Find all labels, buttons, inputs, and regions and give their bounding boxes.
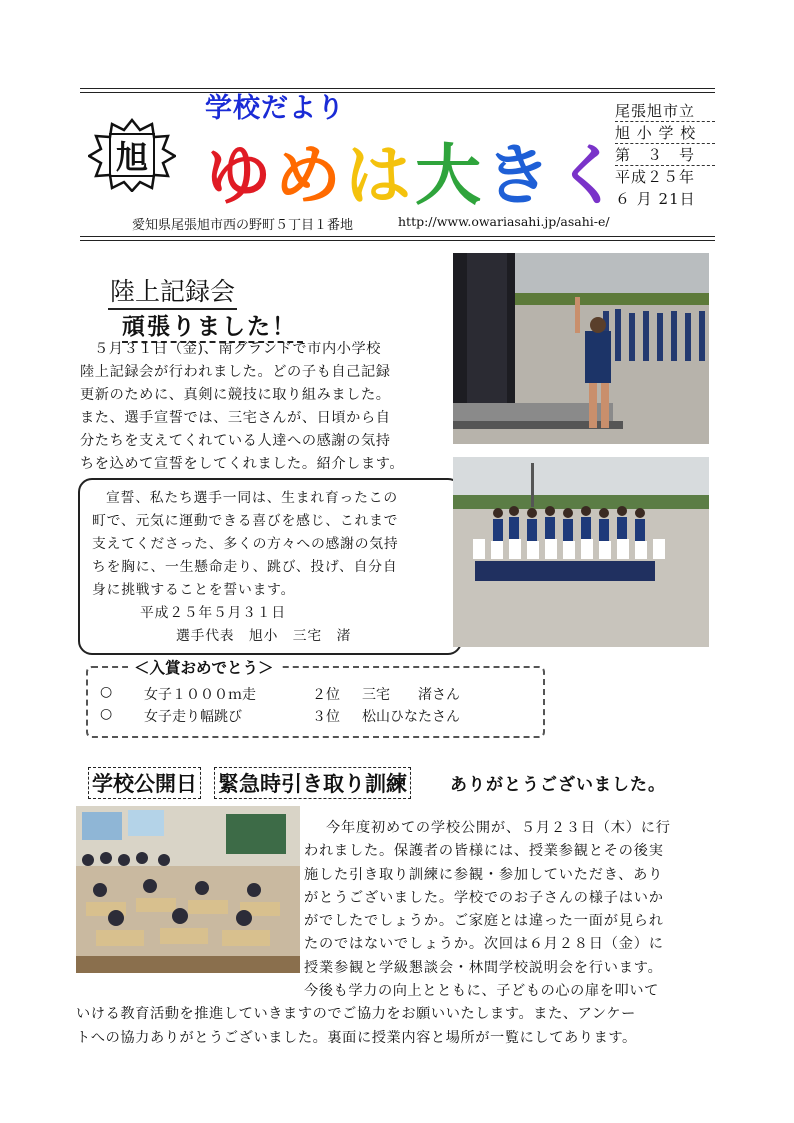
section1-heading: 陸上記録会 — [108, 272, 237, 310]
section2-body — [304, 817, 718, 980]
prize-rank: ２位 — [312, 687, 340, 703]
header-bottom-rule — [80, 236, 715, 237]
oath-photo — [453, 253, 709, 444]
section2-line: たのではないでしょうか。次回は６月２８日（金）に — [304, 936, 664, 953]
pledge-line: 支えてくださった、多くの方々への感謝の気持 — [92, 536, 399, 552]
title-char: き — [485, 137, 555, 214]
classroom-photo — [76, 806, 300, 973]
section1-line: 陸上記録会が行われました。どの子も自己記録 — [80, 364, 391, 380]
header-bottom-rule-2 — [80, 240, 715, 241]
team-photo — [453, 457, 709, 647]
section2-line: がでしたでしょうか。ご家庭とは違った一面が見られ — [304, 913, 664, 930]
pledge-line: 宣誓、私たち選手一同は、生まれ育ったこの — [106, 490, 398, 506]
newsletter-title — [205, 122, 625, 217]
header-top-rule — [80, 88, 715, 89]
school-open-day-tag: 学校公開日 — [88, 767, 201, 799]
header-top-rule-2 — [80, 92, 715, 93]
issue-year: 平成２５年 — [615, 168, 696, 186]
section2-line: いける教育活動を推進していきますのでご協力をお願いいたします。また、アンケー — [76, 1006, 636, 1023]
pledge-date: 平成２５年５月３１日 — [140, 605, 286, 621]
section1-line: 分たちを支えてくれている人達への感謝の気持 — [80, 433, 391, 449]
pickup-drill-tag: 緊急時引き取り訓練 — [214, 767, 411, 799]
school-address: 愛知県尾張旭市西の野町５丁目１番地 — [132, 218, 354, 233]
title-char: 大 — [415, 137, 485, 214]
section2-line: がとうございました。学校でのお子さんの様子はいか — [304, 889, 664, 906]
section1-line: 更新のために、真剣に競技に取り組みました。 — [80, 387, 391, 403]
section1-body — [80, 338, 450, 476]
pledge-line: ちを胸に、一生懸命走り、跳び、投げ、自分自 — [92, 559, 398, 575]
newsletter-subtitle: 学校だより — [205, 93, 345, 124]
section1-line: ５月３１日（金)、南グランドで市内小学校 — [94, 341, 382, 357]
section2-line: 今後も学力の向上とともに、子どもの心の扉を叩いて — [304, 983, 659, 999]
prize-event: 女子走り幅跳び — [144, 709, 242, 725]
section2-line: 今年度初めての学校公開が、５月２３日（木）に行 — [326, 820, 671, 836]
pledge-signature: 選手代表 旭小 三宅 渚 — [176, 628, 352, 644]
section1-line: また、選手宣誓では、三宅さんが、日頃から自 — [80, 410, 391, 426]
title-char: ゆ — [205, 137, 275, 214]
prize-title: ＜入賞おめでとう＞ — [128, 656, 280, 678]
prize-event: 女子１０００ｍ走 — [144, 687, 256, 703]
prize-name: 三宅 渚さん — [362, 687, 460, 703]
prize-rank: ３位 — [312, 709, 340, 725]
prize-mark: ○ — [100, 706, 113, 722]
section2-line: われました。保護者の皆様には、授業参観とその後実 — [304, 843, 664, 860]
section1-subheading: 頑張りました！ — [122, 308, 303, 343]
school-name-line1: 尾張旭市立 — [615, 100, 715, 122]
emblem-character: 旭 — [115, 138, 148, 176]
section2-line: トへの協力ありがとうございました。裏面に授業内容と場所が一覧にしてあります。 — [76, 1029, 637, 1046]
prize-name: 松山ひなたさん — [362, 709, 460, 725]
pledge-line: 町で、元気に運動できる喜びを感じ、これまで — [92, 513, 399, 529]
section2-body-full — [76, 980, 720, 1050]
school-url-link[interactable]: http://www.owariasahi.jp/asahi-e/ — [398, 214, 610, 229]
section2-line: 授業参観と学級懇談会・林間学校説明会を行います。 — [304, 959, 663, 976]
prize-mark: ○ — [100, 684, 113, 700]
section2-thanks: ありがとうございました。 — [450, 775, 666, 795]
issue-number: 第 ３ 号 — [615, 144, 715, 166]
school-name-line2: 旭 小 学 校 — [615, 122, 715, 144]
issue-date: ６ 月 21日 — [615, 190, 696, 208]
section1-line: ちを込めて宣誓をしてくれました。紹介します。 — [80, 456, 405, 472]
section2-line: 施した引き取り訓練に参観・参加していただき、あり — [304, 866, 664, 883]
title-char: め — [275, 137, 345, 214]
pledge-line: 身に挑戦することを誓います。 — [92, 582, 296, 598]
pledge-box — [78, 478, 462, 655]
title-char: く — [555, 137, 625, 214]
title-char: は — [345, 137, 415, 214]
